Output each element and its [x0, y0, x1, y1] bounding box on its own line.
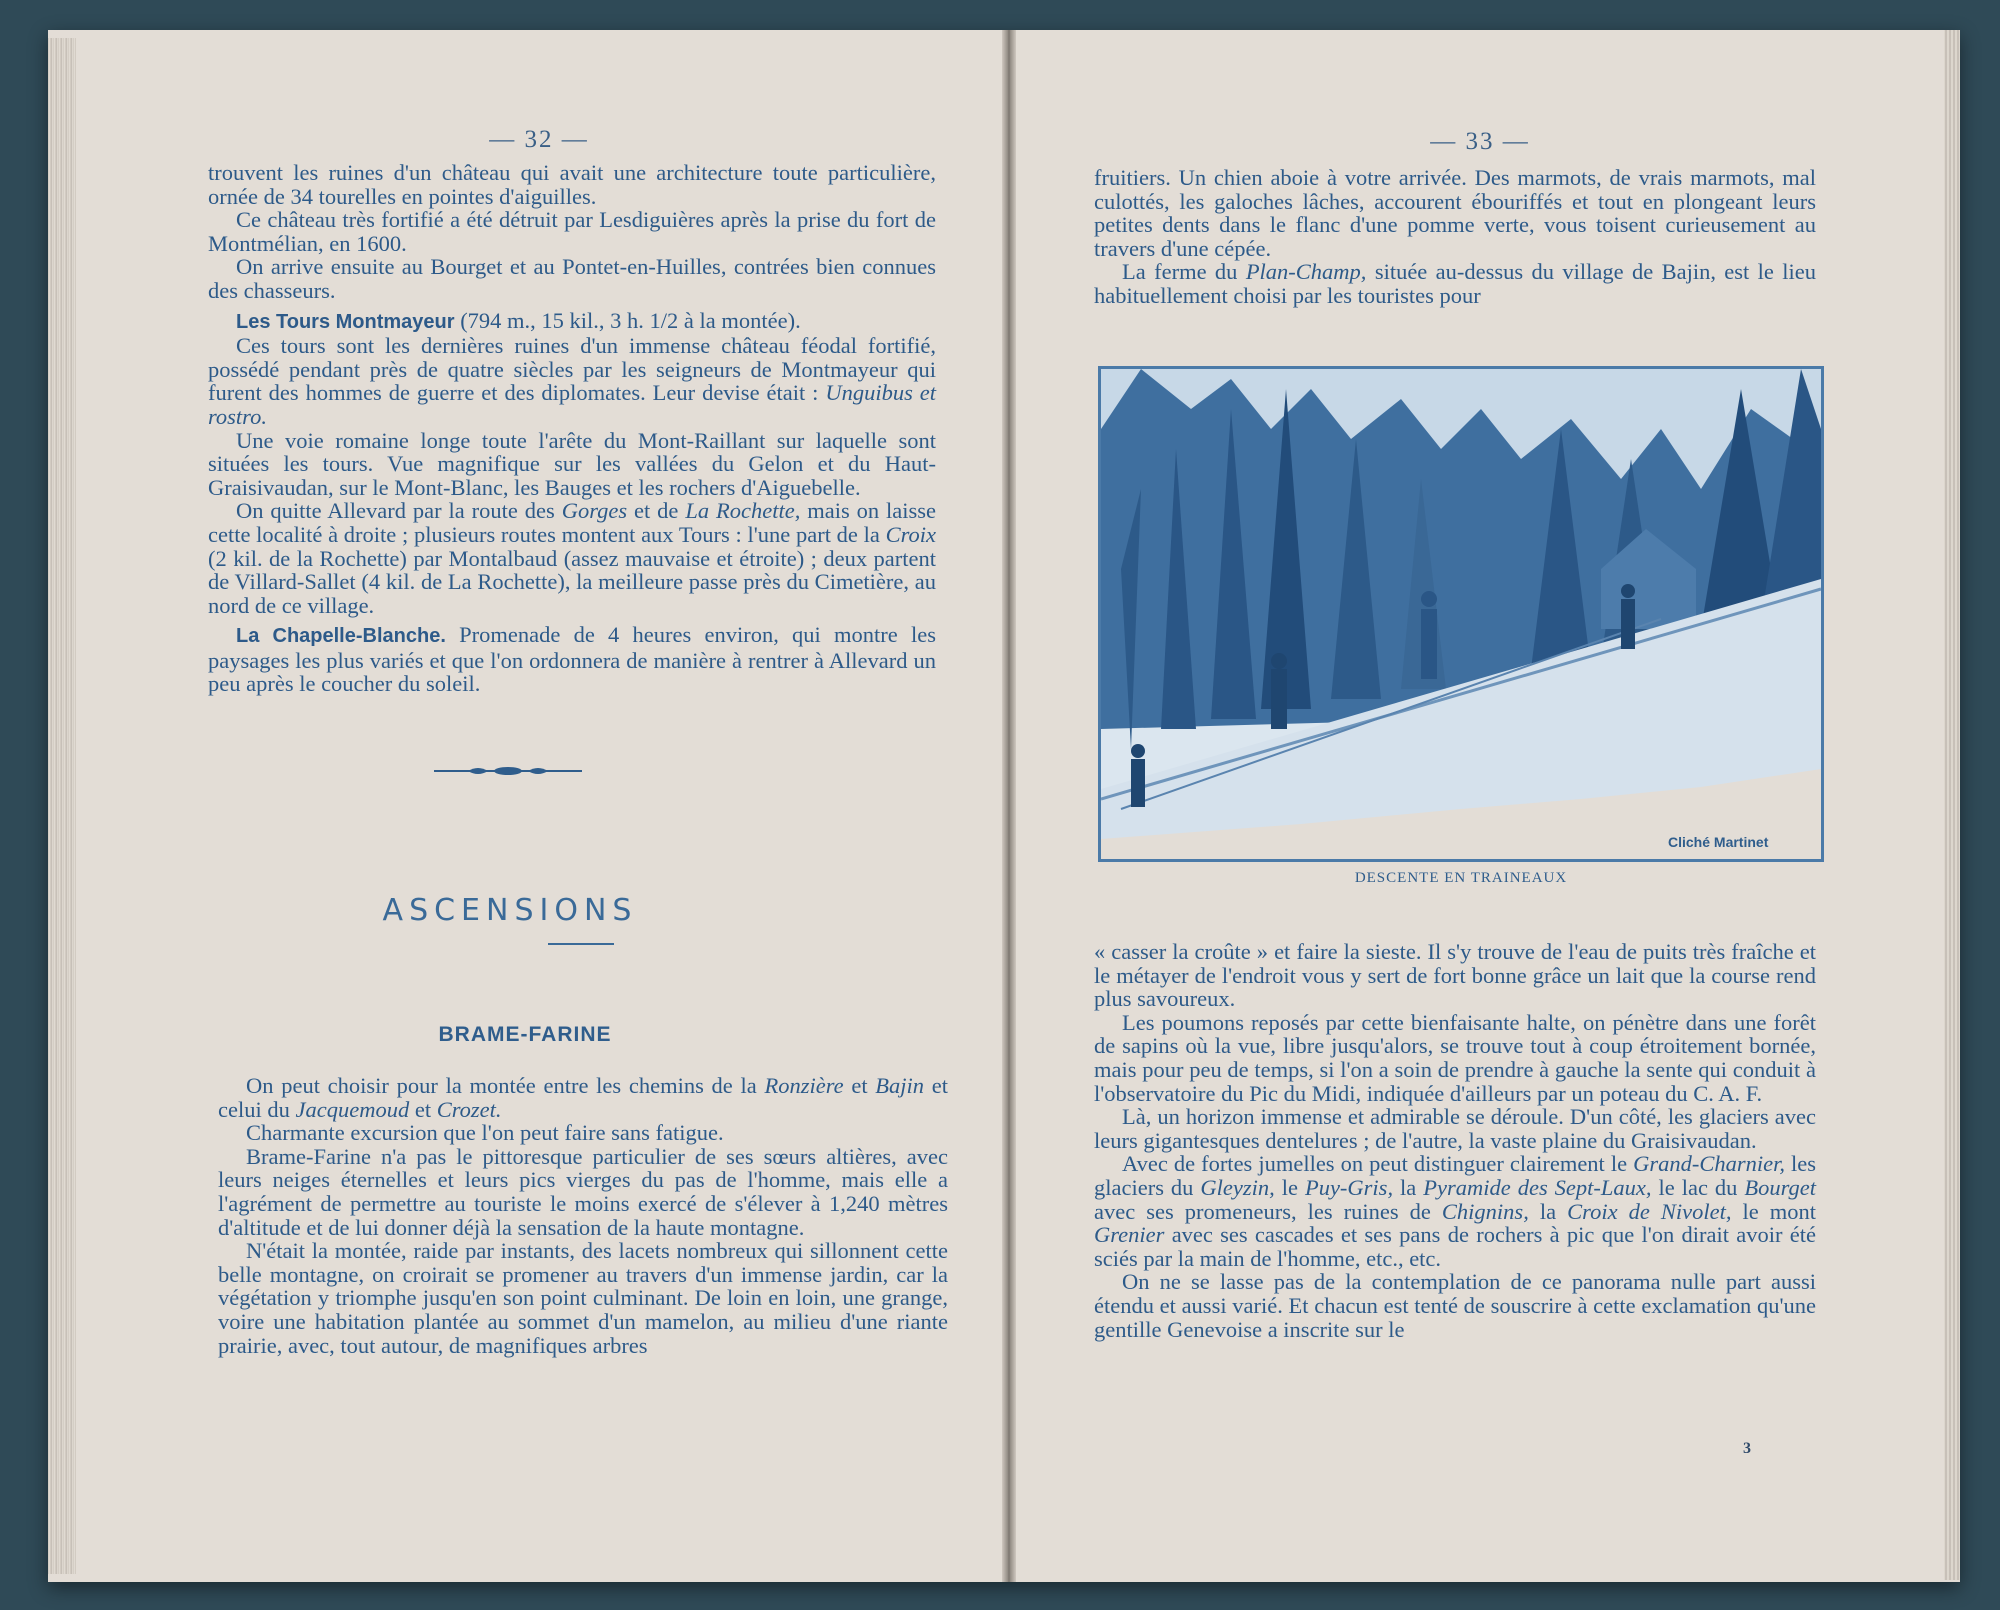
paragraph: On peut choisir pour la montée entre les chemins de la Ronzière et Bajin et celui du Jacquemoud et Crozet.	[218, 1073, 949, 1122]
chapelle-heading: La Chapelle-Blanche.	[236, 625, 446, 648]
tours-paragraph	[208, 309, 936, 335]
tours-paragraph-2: Une voie romaine longe toute l'arête du Mont-Raillant sur laquelle sont situées les tours. Vue magnifique sur les vallées du Gelon et du Haut-Graisivaudan, sur le Mont-Blanc, les Bauges et les rochers d'Aiguebelle.	[208, 427, 936, 500]
paragraph: On ne se lasse pas de la contemplation de ce panorama nulle part aussi étendu et aussi varié. Et chacun est tenté de souscrire à cette exclamation qu'une gentille Genevoise a inscrite sur le	[1094, 1269, 1816, 1342]
paragraph: fruitiers. Un chien aboie à votre arrivée. Des marmots, de vrais marmots, mal culottés, les galoches lâches, accourent ébouriffés et tout en plongeant leurs petites dents dans le flanc d'une pomme verte, vous toisent curieusement au travers d'une cépée.	[1094, 165, 1816, 261]
paragraph: Avec de fortes jumelles on peut distinguer clairement le Grand-Charnier, les glaciers du Gleyzin, le Puy-Gris, la Pyramide des Sept-Laux, le lac du Bourget avec ses promeneurs, les ruines de Chignins, la Croix de Nivolet, le mont Grenier avec ses cascades et ses pans de rochers à pic que l'on dirait avoir été sciés par la main de l'homme, etc., etc.	[1094, 1151, 1817, 1271]
paragraph: Ce château très fortifié a été détruit par Lesdiguières après la prise du fort de Montmélian, en 1600.	[208, 207, 936, 256]
paragraph: Les poumons reposés par cette bienfaisante halte, on pénètre dans une forêt de sapins où la vue, libre jusqu'alors, se trouve tout à coup étroitement bornée, mais pour peu de temps, si l'on a soin de prendre à gauche la sente qui conduit à l'observatoire du Pic du Midi, indiquée d'ailleurs par un poteau du C. A. F.	[1094, 1009, 1816, 1106]
paragraph: « casser la croûte » et faire la sieste. Il s'y trouve de l'eau de puits très fraîche et le métayer de l'endroit vous y sert de fort bonne grâce un lait que la course rend plus savoureux.	[1094, 939, 1816, 1012]
paragraph: Brame-Farine n'a pas le pittoresque particulier de ses sœurs altières, avec leurs neiges éternelles et leurs pics vierges du pas de l'homme, mais elle a l'agrément de permettre au touriste le moins exercé de s'élever à 1,240 mètres d'altitude et de lui donner déjà la sensation de la haute montagne.	[218, 1143, 948, 1240]
paragraph: N'était la montée, raide par instants, des lacets nombreux qui sillonnent cette belle montagne, on croirait se promener au travers d'un immense jardin, car la végétation y triomphe jusqu'en son point culminant. De loin en loin, une grange, voire une habitation plantée au sommet d'un mamelon, au milieu d'une riante prairie, avec, tout autour, de magnifiques arbres	[218, 1238, 948, 1358]
left-text-bottom	[218, 1074, 948, 1357]
paragraph: Là, un horizon immense et admirable se déroule. D'un côté, les glaciers avec leurs gigantesques dentelures ; de l'autre, la vaste plaine du Graisivaudan.	[1094, 1104, 1816, 1153]
paragraph: La ferme du Plan-Champ, située au-dessus du village de Bajin, est le lieu habituellement choisi par les touristes pour	[1094, 259, 1817, 308]
photo-credit: Cliché Martinet	[1668, 834, 1769, 850]
paragraph: trouvent les ruines d'un château qui avait une architecture toute particulière, ornée de 34 tourelles en pointes d'aiguilles.	[208, 160, 936, 209]
ornament-divider-icon	[428, 760, 588, 782]
photo-sled-descent	[1098, 366, 1824, 862]
left-text-top	[208, 161, 936, 696]
chapelle-paragraph: La Chapelle-Blanche. Promenade de 4 heures environ, qui montre les paysages les plus variés et que l'on ordonnera de manière à rentrer à Allevard un peu après le coucher du soleil.	[208, 622, 936, 697]
page-edges-right	[1944, 30, 1960, 1580]
right-text-bottom	[1094, 940, 1816, 1341]
photo-caption: DESCENTE EN TRAINEAUX	[1354, 870, 1568, 886]
tours-heading: Les Tours Montmayeur	[236, 310, 455, 333]
tours-paragraph-3: On quitte Allevard par la route des Gorges et de La Rochette, mais on laisse cette localité à droite ; plusieurs routes montent aux Tours : l'une part de la Croix (2 kil. de la Rochette) par Montalbaud (assez mauvaise et étroite) ; deux partent de Villard-Sallet (4 kil. de La Rochette), la meilleure passe près du Cimetière, au nord de ce village.	[208, 498, 937, 618]
page-edges-left	[48, 38, 76, 1574]
heading-rule	[548, 943, 614, 945]
page-number: 3	[1743, 1440, 1751, 1457]
left-folio: — 32 —	[489, 126, 589, 153]
sled-photo-illustration	[1101, 369, 1821, 859]
right-folio: — 33 —	[1430, 128, 1530, 155]
section-heading: ASCENSIONS	[382, 893, 638, 928]
motto: Unguibus et rostro.	[208, 380, 937, 429]
tours-details: (794 m., 15 kil., 3 h. 1/2 à la montée).	[460, 307, 801, 333]
tours-paragraph-1: Ces tours sont les dernières ruines d'un immense château féodal fortifié, possédé pendant près de quatre siècles par les seigneurs de Montmayeur qui furent des hommes de guerre et des diplomates. Leur devise était : Unguibus et rostro.	[208, 333, 937, 429]
paragraph: On arrive ensuite au Bourget et au Pontet-en-Huilles, contrées bien connues des chasseurs.	[208, 254, 936, 303]
book-gutter	[1002, 30, 1016, 1582]
right-text-top	[1094, 166, 1816, 308]
paragraph: Charmante excursion que l'on peut faire sans fatigue.	[246, 1120, 724, 1146]
subheading: BRAME-FARINE	[438, 1023, 612, 1046]
